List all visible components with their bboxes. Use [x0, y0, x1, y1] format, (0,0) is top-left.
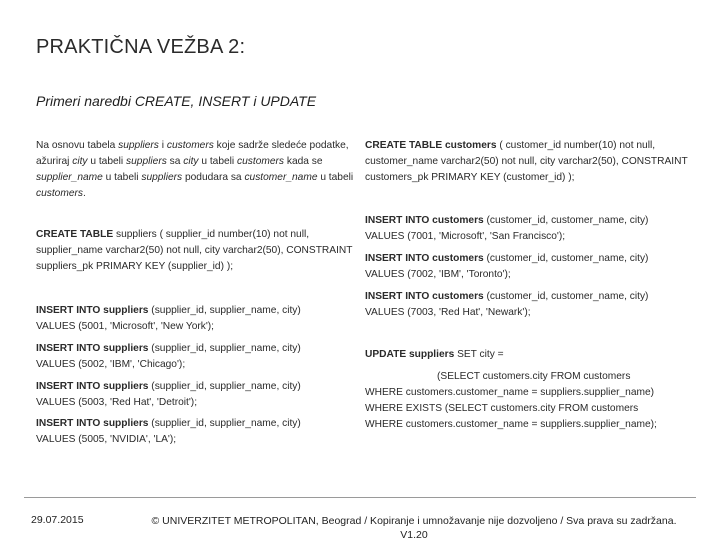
- insert-customer-statement: INSERT INTO customers (customer_id, customer_name, city) VALUES (7001, 'Microsoft', 'San Francisco');: [365, 215, 649, 242]
- create-customers-statement: CREATE TABLE customers ( customer_id number(10) not null, customer_name varchar2(50) not null, city varchar2(50), CONSTRAINT customers_pk PRIMARY KEY (customer_id) );: [365, 140, 688, 183]
- insert-supplier-statement: INSERT INTO suppliers (supplier_id, supplier_name, city) VALUES (5005, 'NVIDIA', 'LA');: [36, 418, 301, 445]
- insert-customer-statement: INSERT INTO customers (customer_id, customer_name, city) VALUES (7002, 'IBM', 'Toronto');: [365, 253, 649, 280]
- update-statement: UPDATE suppliers SET city = (SELECT customers.city FROM customers WHERE customers.customer_name = suppliers.supplier_name) WHERE EXISTS (SELECT customers.city FROM customers WHERE customers.customer_name = suppliers.supplier_name);: [365, 349, 657, 430]
- copyright-text: © UNIVERZITET METROPOLITAN, Beograd / Kopiranje i umnožavanje nije dozvoljeno / Sva prava su zadržana.: [151, 515, 677, 527]
- page-subtitle: Primeri naredbi CREATE, INSERT i UPDATE: [36, 93, 317, 109]
- version-text: V1.20: [400, 529, 428, 541]
- insert-supplier-statement: INSERT INTO suppliers (supplier_id, supplier_name, city) VALUES (5001, 'Microsoft', 'New York');: [36, 305, 301, 332]
- insert-supplier-statement: INSERT INTO suppliers (supplier_id, supplier_name, city) VALUES (5002, 'IBM', 'Chicago');: [36, 343, 301, 370]
- intro-paragraph: Na osnovu tabela suppliers i customers koje sadrže sledeće podatke, ažuriraj city u tabeli suppliers sa city u tabeli customers kada se supplier_name u tabeli suppliers podudara sa customer_name u tabeli customers.: [36, 140, 354, 199]
- insert-customer-statement: INSERT INTO customers (customer_id, customer_name, city) VALUES (7003, 'Red Hat', 'Newark');: [365, 291, 649, 318]
- footer-date: 29.07.2015: [31, 514, 84, 526]
- insert-supplier-statement: INSERT INTO suppliers (supplier_id, supplier_name, city) VALUES (5003, 'Red Hat', 'Detroit');: [36, 381, 301, 408]
- footer-divider: [24, 497, 696, 498]
- page-title: PRAKTIČNA VEŽBA 2:: [36, 36, 246, 58]
- footer-copyright: [138, 514, 690, 542]
- create-suppliers-statement: CREATE TABLE suppliers ( supplier_id number(10) not null, supplier_name varchar2(50) not null, city varchar2(50), CONSTRAINT suppliers_pk PRIMARY KEY (supplier_id) );: [36, 229, 353, 272]
